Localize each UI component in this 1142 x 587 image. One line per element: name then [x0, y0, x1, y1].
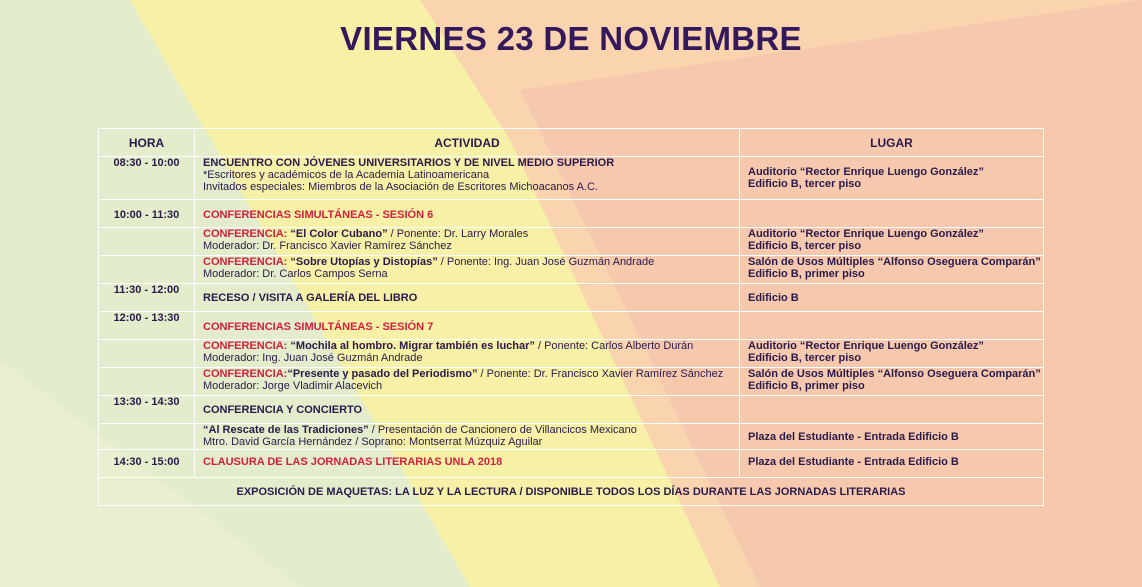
table-row	[99, 396, 1044, 424]
location-name: Auditorio “Rector Enrique Luengo González”	[748, 228, 984, 240]
table-row	[99, 340, 1044, 368]
location-floor: Edificio B, tercer piso	[748, 352, 862, 364]
conference-name: “El Color Cubano”	[287, 228, 388, 240]
activity-title: CONFERENCIA Y CONCIERTO	[203, 404, 363, 416]
footer-note: EXPOSICIÓN DE MAQUETAS: LA LUZ Y LA LECTURA / DISPONIBLE TODOS LOS DÍAS DURANTE LAS JORNADAS LITERARIAS	[99, 478, 1044, 506]
location-name: Edificio B	[748, 292, 799, 304]
row-activity	[195, 157, 740, 200]
row-time	[99, 424, 195, 450]
row-time	[99, 228, 195, 256]
schedule-table	[98, 128, 1044, 506]
table-row	[99, 228, 1044, 256]
conference-speaker: / Ponente: Ing. Juan José Guzmán Andrade	[437, 256, 655, 268]
location-floor: Edificio B, tercer piso	[748, 178, 862, 190]
conference-name: “Sobre Utopías y Distopías”	[287, 256, 438, 268]
conference-label: CONFERENCIA:	[203, 228, 288, 240]
row-activity	[195, 340, 740, 368]
location-floor: Edificio B, tercer piso	[748, 240, 862, 252]
table-row	[99, 157, 1044, 200]
row-location	[740, 228, 1044, 256]
event-performers: Mtro. David García Hernández / Soprano: Montserrat Múzquiz Aguilar	[203, 436, 543, 448]
conference-moderator: Moderador: Jorge Vladimir Alacevich	[203, 380, 383, 392]
row-location	[740, 312, 1044, 340]
row-activity	[195, 312, 740, 340]
row-activity	[195, 368, 740, 396]
row-location	[740, 157, 1044, 200]
row-time: 14:30 - 15:00	[99, 450, 195, 478]
row-activity	[195, 396, 740, 424]
page-title: VIERNES 23 DE NOVIEMBRE	[340, 20, 802, 57]
row-location	[740, 200, 1044, 228]
conference-name: “Mochila al hombro. Migrar también es luchar”	[287, 340, 535, 352]
conference-label: CONFERENCIA:	[203, 340, 288, 352]
table-row	[99, 450, 1044, 478]
row-location	[740, 424, 1044, 450]
row-location	[740, 368, 1044, 396]
row-location	[740, 450, 1044, 478]
row-time: 08:30 - 10:00	[99, 157, 195, 200]
conference-speaker: / Ponente: Dr. Larry Morales	[387, 228, 529, 240]
location-name: Plaza del Estudiante - Entrada Edificio B	[748, 431, 959, 443]
activity-title: RECESO / VISITA A GALERÍA DEL LIBRO	[203, 292, 418, 304]
conference-label: CONFERENCIA:	[203, 256, 288, 268]
row-activity	[195, 424, 740, 450]
activity-title: ENCUENTRO CON JÓVENES UNIVERSITARIOS Y DE NIVEL MEDIO SUPERIOR	[203, 157, 615, 169]
table-row	[99, 368, 1044, 396]
session-title: CONFERENCIAS SIMULTÁNEAS - SESIÓN 6	[203, 209, 434, 221]
header-actividad: ACTIVIDAD	[195, 129, 740, 157]
row-time: 12:00 - 13:30	[99, 312, 195, 340]
row-activity	[195, 228, 740, 256]
row-location	[740, 396, 1044, 424]
header-lugar: LUGAR	[740, 129, 1044, 157]
row-time: 13:30 - 14:30	[99, 396, 195, 424]
row-time: 11:30 - 12:00	[99, 284, 195, 312]
conference-moderator: Moderador: Dr. Francisco Xavier Ramírez Sánchez	[203, 240, 452, 252]
table-row	[99, 312, 1044, 340]
table-header-row	[99, 129, 1044, 157]
location-name: Auditorio “Rector Enrique Luengo González”	[748, 340, 984, 352]
conference-speaker: / Ponente: Dr. Francisco Xavier Ramírez Sánchez	[477, 368, 724, 380]
row-activity	[195, 284, 740, 312]
location-name: Salón de Usos Múltiples “Alfonso Oseguera Comparán”	[748, 368, 1041, 380]
activity-detail: Invitados especiales: Miembros de la Asociación de Escritores Michoacanos A.C.	[203, 181, 598, 193]
table-footer-row	[99, 478, 1044, 506]
table-row	[99, 424, 1044, 450]
row-time	[99, 256, 195, 284]
location-floor: Edificio B, primer piso	[748, 380, 865, 392]
table-row	[99, 284, 1044, 312]
location-name: Salón de Usos Múltiples “Alfonso Oseguera Comparán”	[748, 256, 1041, 268]
row-time	[99, 368, 195, 396]
row-location	[740, 340, 1044, 368]
conference-label: CONFERENCIA:	[203, 368, 288, 380]
row-activity	[195, 200, 740, 228]
conference-name: “Presente y pasado del Periodismo”	[287, 368, 478, 380]
session-title: CONFERENCIAS SIMULTÁNEAS - SESIÓN 7	[203, 321, 434, 333]
location-name: Auditorio “Rector Enrique Luengo González”	[748, 166, 984, 178]
location-floor: Edificio B, primer piso	[748, 268, 865, 280]
row-location	[740, 256, 1044, 284]
row-activity	[195, 256, 740, 284]
conference-moderator: Moderador: Ing. Juan José Guzmán Andrade	[203, 352, 423, 364]
row-time: 10:00 - 11:30	[99, 200, 195, 228]
location-name: Plaza del Estudiante - Entrada Edificio B	[748, 456, 959, 468]
conference-moderator: Moderador: Dr. Carlos Campos Serna	[203, 268, 388, 280]
table-row	[99, 200, 1044, 228]
event-detail: / Presentación de Cancionero de Villancicos Mexicano	[368, 424, 637, 436]
row-location	[740, 284, 1044, 312]
row-time	[99, 340, 195, 368]
event-name: “Al Rescate de las Tradiciones”	[203, 424, 369, 436]
conference-speaker: / Ponente: Carlos Alberto Durán	[534, 340, 694, 352]
table-row	[99, 256, 1044, 284]
activity-title: CLAUSURA DE LAS JORNADAS LITERARIAS UNLA 2018	[203, 456, 503, 468]
row-activity	[195, 450, 740, 478]
activity-detail: *Escritores y académicos de la Academia Latinoamericana	[203, 169, 490, 181]
header-hora: HORA	[99, 129, 195, 157]
